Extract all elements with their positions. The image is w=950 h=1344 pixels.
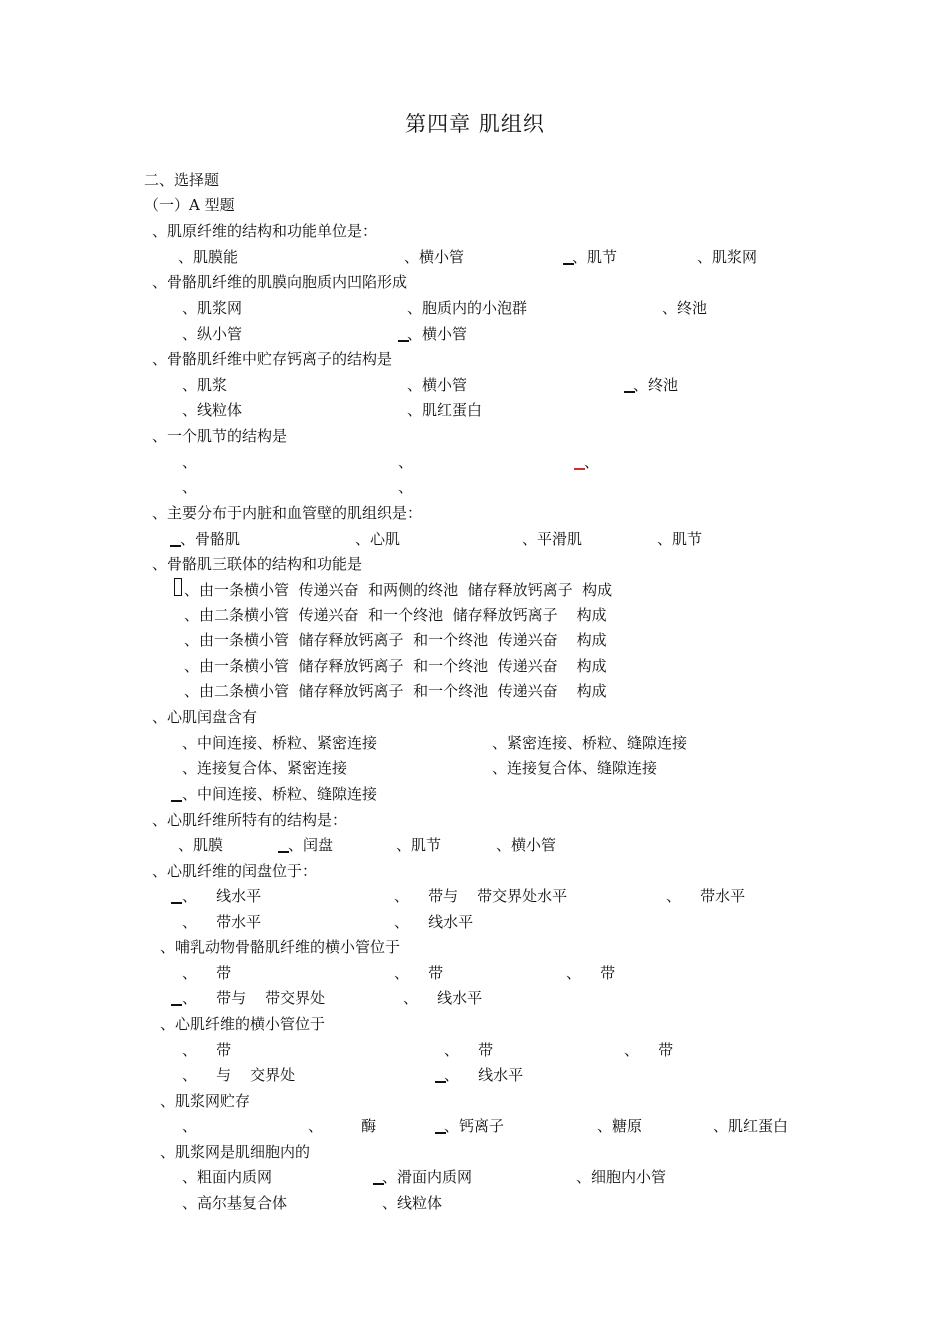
question-4-stem: 、一个肌节的结构是 <box>152 427 288 445</box>
question-8-option-c: 、肌节 <box>396 836 442 854</box>
question-9-option-a: 、 线水平 <box>182 887 262 905</box>
question-7-stem: 、心肌闰盘含有 <box>152 708 258 726</box>
question-6-option-d: 、由一条横小管 储存释放钙离子 和一个终池 传递兴奋 构成 <box>184 657 607 675</box>
question-11-option-a: 、 带 <box>182 1041 232 1059</box>
question-2-option-c: 、终池 <box>662 299 708 317</box>
question-4-option-e: 、 <box>398 478 414 496</box>
question-5-option-a: 、骨骼肌 <box>180 530 241 548</box>
question-11-option-c: 、 带 <box>624 1041 674 1059</box>
question-2-option-b: 、胞质内的小泡群 <box>407 299 528 317</box>
question-7-option-c: 、连接复合体、紧密连接 <box>182 759 348 777</box>
question-5-option-b: 、心肌 <box>355 530 401 548</box>
question-9-stem: 、心肌纤维的闰盘位于： <box>152 862 318 880</box>
question-9-option-c: 、 带水平 <box>666 887 746 905</box>
question-7-option-d: 、连接复合体、缝隙连接 <box>492 759 658 777</box>
question-3-option-a: 、肌浆 <box>182 376 228 394</box>
question-11-stem: 、心肌纤维的横小管位于 <box>160 1015 326 1033</box>
question-6-stem: 、骨骼肌三联体的结构和功能是 <box>152 555 363 573</box>
question-1-option-c: 、肌节 <box>572 248 618 266</box>
section-heading: 二、选择题 <box>144 171 220 189</box>
question-13-option-e: 、线粒体 <box>382 1194 443 1212</box>
question-2-stem: 、骨骼肌纤维的肌膜向胞质内凹陷形成 <box>152 273 408 291</box>
question-3-stem: 、骨骼肌纤维中贮存钙离子的结构是 <box>152 350 393 368</box>
question-10-option-c: 、 带 <box>566 964 616 982</box>
question-13-option-c: 、细胞内小管 <box>576 1168 667 1186</box>
question-11-option-e: 、 线水平 <box>444 1066 524 1084</box>
question-13-option-a: 、粗面内质网 <box>182 1168 273 1186</box>
question-8-option-a: 、肌膜 <box>178 836 224 854</box>
question-8-stem: 、心肌纤维所特有的结构是： <box>152 811 348 829</box>
question-10-stem: 、哺乳动物骨骼肌纤维的横小管位于 <box>160 938 401 956</box>
question-12-option-e: 、肌红蛋白 <box>713 1117 789 1135</box>
question-6-option-e: 、由二条横小管 储存释放钙离子 和一个终池 传递兴奋 构成 <box>184 682 607 700</box>
question-7-option-a: 、中间连接、桥粒、紧密连接 <box>182 734 378 752</box>
question-8-option-b: 、闰盘 <box>288 836 334 854</box>
question-12-option-c: 、钙离子 <box>444 1117 505 1135</box>
question-11-option-d: 、 与 交界处 <box>182 1066 296 1084</box>
question-9-option-d: 、 带水平 <box>182 913 262 931</box>
question-6-option-a: 、由一条横小管 传递兴奋 和两侧的终池 储存释放钙离子 构成 <box>184 581 613 599</box>
question-5-option-d: 、肌节 <box>657 530 703 548</box>
page-title: 第四章 肌组织 <box>405 112 545 136</box>
question-3-option-d: 、线粒体 <box>182 401 243 419</box>
question-1-stem: 、肌原纤维的结构和功能单位是： <box>152 222 378 240</box>
question-7-option-b: 、紧密连接、桥粒、缝隙连接 <box>492 734 688 752</box>
answer-box <box>174 578 182 596</box>
question-1-option-d: 、肌浆网 <box>697 248 758 266</box>
answer-mark <box>171 902 182 904</box>
question-10-option-a: 、 带 <box>182 964 232 982</box>
question-1-option-b: 、横小管 <box>404 248 465 266</box>
question-11-option-b: 、 带 <box>444 1041 494 1059</box>
question-13-stem: 、肌浆网是肌细胞内的 <box>160 1143 311 1161</box>
question-4-option-c: 、 <box>584 453 600 471</box>
question-1-option-a: 、肌膜能 <box>178 248 239 266</box>
answer-mark <box>171 800 182 802</box>
question-6-option-b: 、由二条横小管 传递兴奋 和一个终池 储存释放钙离子 构成 <box>184 606 607 624</box>
question-4-option-b: 、 <box>398 453 414 471</box>
answer-mark <box>171 1004 182 1006</box>
subsection-heading: （一）A 型题 <box>144 196 235 214</box>
question-2-option-d: 、纵小管 <box>182 325 243 343</box>
question-2-option-a: 、肌浆网 <box>182 299 243 317</box>
question-2-option-e: 、横小管 <box>407 325 468 343</box>
question-13-option-b: 、滑面内质网 <box>382 1168 473 1186</box>
question-13-option-d: 、高尔基复合体 <box>182 1194 288 1212</box>
question-12-option-d: 、糖原 <box>597 1117 643 1135</box>
question-3-option-c: 、终池 <box>633 376 679 394</box>
question-12-stem: 、肌浆网贮存 <box>160 1092 251 1110</box>
question-5-stem: 、主要分布于内脏和血管壁的肌组织是： <box>152 504 423 522</box>
question-9-option-e: 、 线水平 <box>394 913 474 931</box>
question-3-option-e: 、肌红蛋白 <box>407 401 483 419</box>
question-10-option-e: 、 线水平 <box>403 989 483 1007</box>
question-7-option-e: 、中间连接、桥粒、缝隙连接 <box>182 785 378 803</box>
question-9-option-b: 、 带与 带交界处水平 <box>394 887 568 905</box>
question-3-option-b: 、横小管 <box>407 376 468 394</box>
question-10-option-b: 、 带 <box>394 964 444 982</box>
question-5-option-c: 、平滑肌 <box>522 530 583 548</box>
question-6-option-c: 、由一条横小管 储存释放钙离子 和一个终池 传递兴奋 构成 <box>184 631 607 649</box>
question-4-option-d: 、 <box>182 478 198 496</box>
question-4-option-a: 、 <box>182 453 198 471</box>
question-12-option-b: 、 酶 <box>308 1117 377 1135</box>
question-12-option-a: 、 <box>182 1117 198 1135</box>
question-8-option-d: 、横小管 <box>496 836 557 854</box>
question-10-option-d: 、 带与 带交界处 <box>182 989 326 1007</box>
